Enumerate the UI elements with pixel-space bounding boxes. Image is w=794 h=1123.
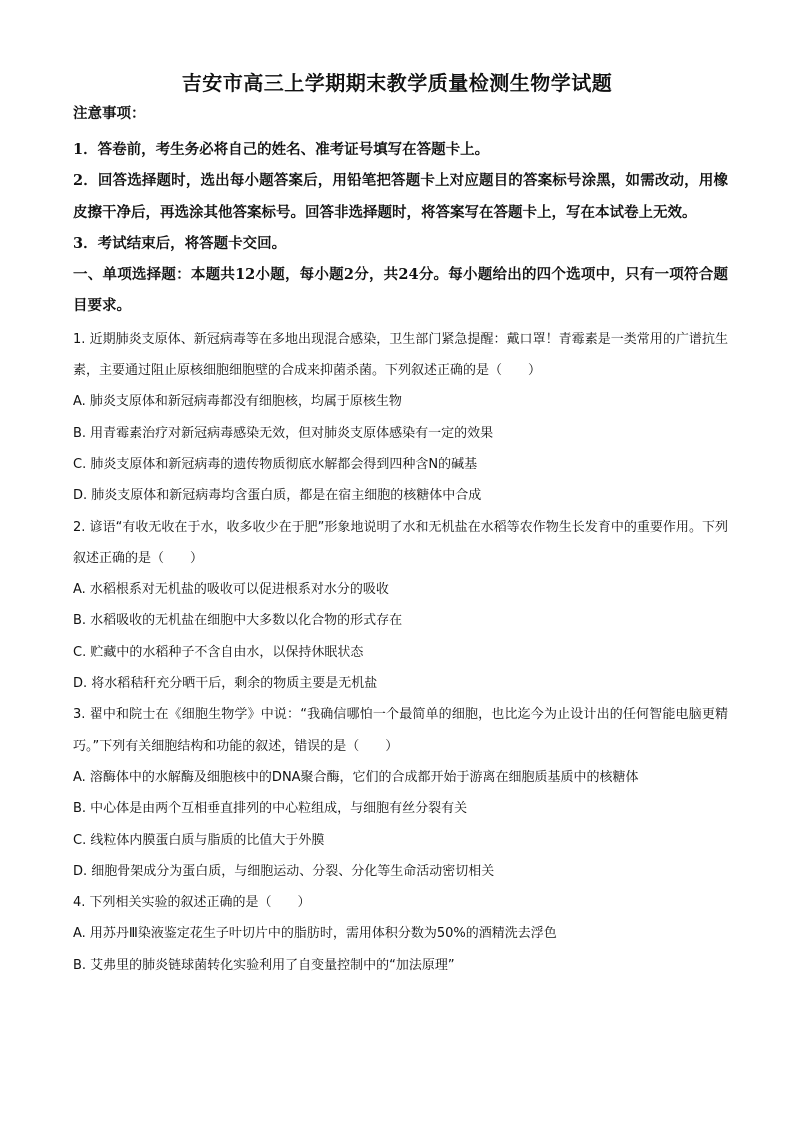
option-c: C. 肺炎支原体和新冠病毒的遗传物质彻底水解都会得到四种含N的碱基 <box>73 456 478 472</box>
notice-block <box>73 104 728 259</box>
notice-item-2: 2．回答选择题时，选出每小题答案后，用铅笔把答题卡上对应题目的答案标号涂黑，如需改动，用橡皮擦干净后，再选涂其他答案标号。回答非选择题时，将答案写在答题卡上，写在本试卷上无效。 <box>73 172 728 221</box>
option-d: D. 将水稻秸秆充分晒干后，剩余的物质主要是无机盐 <box>73 676 378 692</box>
page-title: 吉安市高三上学期期末教学质量检测生物学试题 <box>181 71 613 95</box>
question-stem: 4. 下列相关实验的叙述正确的是（ ） <box>73 895 311 911</box>
option-b: B. 艾弗里的肺炎链球菌转化实验利用了自变量控制中的“加法原理” <box>73 957 455 973</box>
option-b: B. 水稻吸收的无机盐在细胞中大多数以化合物的形式存在 <box>73 613 403 629</box>
notice-heading: 注意事项： <box>73 105 146 122</box>
option-a: A. 溶酶体中的水解酶及细胞核中的DNA聚合酶，它们的合成都开始于游离在细胞质基质中的核糖体 <box>73 769 639 785</box>
question-stem: 3. 翟中和院士在《细胞生物学》中说：“我确信哪怕一个最简单的细胞，也比迄今为止设计出的任何智能电脑更精巧。”下列有关细胞结构和功能的叙述，错误的是（ ） <box>73 707 728 754</box>
notice-item-1: 1．答卷前，考生务必将自己的姓名、准考证号填写在答题卡上。 <box>73 141 490 158</box>
option-c: C. 贮藏中的水稻种子不含自由水，以保持休眠状态 <box>73 644 364 660</box>
option-a: A. 水稻根系对无机盐的吸收可以促进根系对水分的吸收 <box>73 582 389 598</box>
option-b: B. 用青霉素治疗对新冠病毒感染无效，但对肺炎支原体感染有一定的效果 <box>73 425 494 441</box>
question-stem: 2. 谚语“有收无收在于水，收多收少在于肥”形象地说明了水和无机盐在水稻等农作物生长发育中的重要作用。下列叙述正确的是（ ） <box>73 519 728 566</box>
option-c: C. 线粒体内膜蛋白质与脂质的比值大于外膜 <box>73 832 325 848</box>
question-3 <box>73 699 728 887</box>
option-a: A. 用苏丹Ⅲ染液鉴定花生子叶切片中的脂肪时，需用体积分数为50%的酒精洗去浮色 <box>73 926 557 942</box>
question-2 <box>73 512 728 700</box>
option-d: D. 细胞骨架成分为蛋白质，与细胞运动、分裂、分化等生命活动密切相关 <box>73 863 495 879</box>
notice-item-3: 3．考试结束后，将答题卡交回。 <box>73 234 287 252</box>
option-a: A. 肺炎支原体和新冠病毒都没有细胞核，均属于原核生物 <box>73 394 402 410</box>
section-heading: 一、单项选择题：本题共12小题，每小题2分，共24分。每小题给出的四个选项中，只有一项符合题目要求。 <box>73 266 728 315</box>
question-1 <box>73 324 728 512</box>
option-b: B. 中心体是由两个互相垂直排列的中心粒组成，与细胞有丝分裂有关 <box>73 801 468 817</box>
exam-content <box>73 104 728 981</box>
question-stem: 1. 近期肺炎支原体、新冠病毒等在多地出现混合感染，卫生部门紧急提醒：戴口罩！青霉素是一类常用的广谱抗生素，主要通过阻止原核细胞细胞壁的合成来抑菌杀菌。下列叙述正确的是（ ） <box>73 331 728 379</box>
question-4 <box>73 887 728 981</box>
option-d: D. 肺炎支原体和新冠病毒均含蛋白质，都是在宿主细胞的核糖体中合成 <box>73 488 482 504</box>
